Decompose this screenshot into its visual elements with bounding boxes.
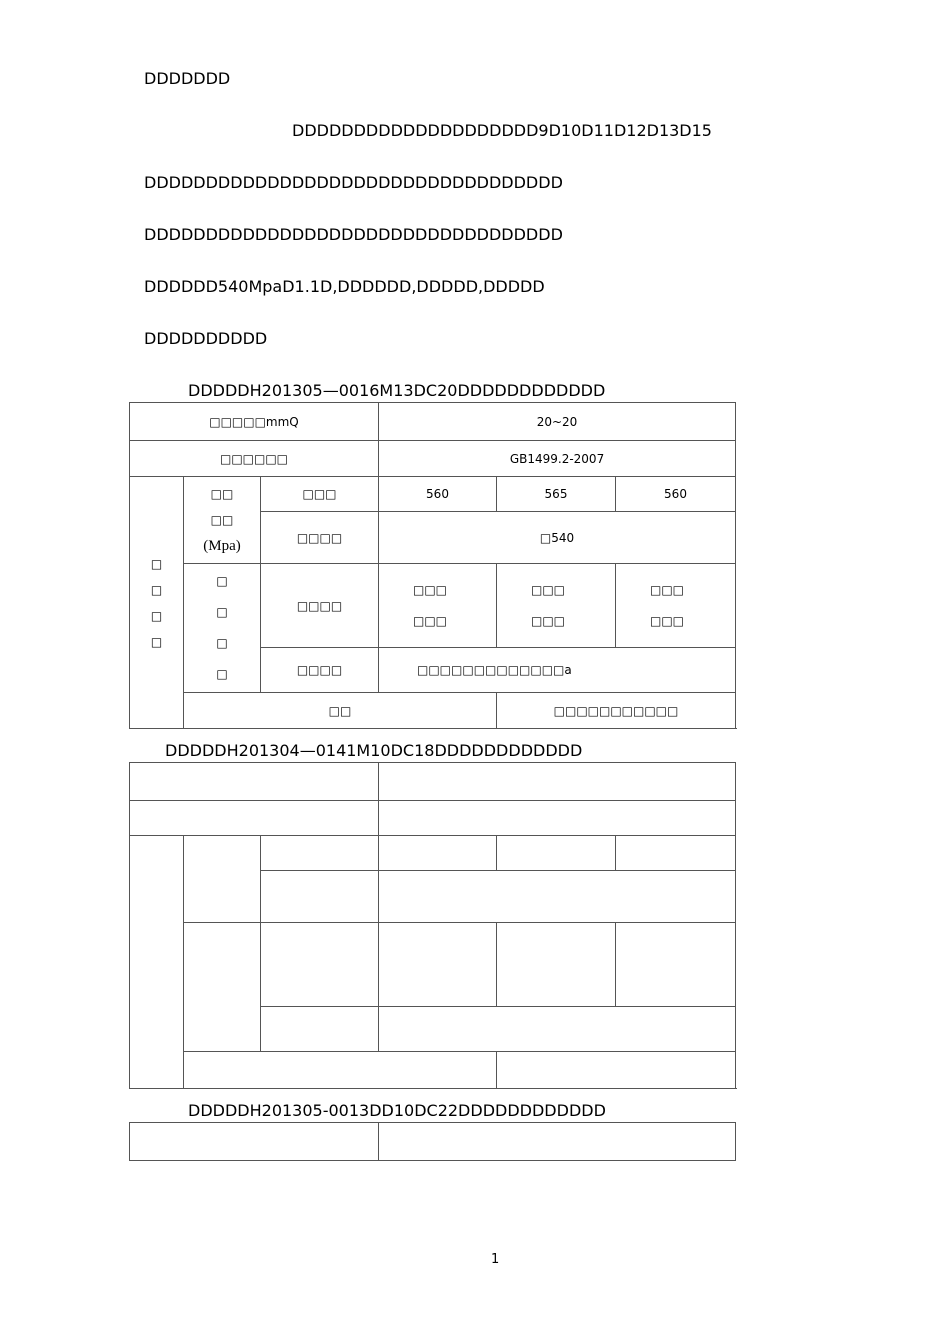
table2-cell [184,1052,497,1089]
table2-cell [184,923,261,1052]
table1-bend-std-value: □□□□□□□□□□□□□a [379,648,736,693]
table1-bend-std-label: □□□□ [261,648,379,693]
table1-standard-value: GB1499.2-2007 [379,441,736,477]
table1-measured-label: □□□ [261,477,379,512]
table1-caption: DDDDDH201305—0016M13DC20DDDDDDDDDDDD [188,381,606,400]
table3-cell [379,1123,736,1161]
paragraph-line-3: DDDDDDDDDDDDDDDDDDDDDDDDDDDDDDDDDD [144,173,563,192]
table3-cell [130,1123,379,1161]
table2-cell [497,1052,736,1089]
table1-strength-label: □□ □□ (Mpa) [184,477,261,564]
table2-caption: DDDDDH201304—0141M10DC18DDDDDDDDDDDD [165,741,583,760]
paragraph-line-5: DDDDDD540MpaD1.1D,DDDDDD,DDDDD,DDDDD [144,277,545,296]
table2-cell [379,836,497,871]
table2-cell [497,836,616,871]
paragraph-line-6: DDDDDDDDDD [144,329,268,348]
table1-bend-result-3: □□□ □□□ [616,564,736,648]
table3-caption: DDDDDH201305-0013DD10DC22DDDDDDDDDDDD [188,1101,606,1120]
table2-cell [379,801,736,836]
page-number: 1 [491,1252,500,1267]
table2-cell [261,871,379,923]
paragraph-line-4: DDDDDDDDDDDDDDDDDDDDDDDDDDDDDDDDDD [144,225,563,244]
table2-cell [379,923,497,1007]
table1-standard-label: □□□□□□ [130,441,379,477]
table1-bend-result-2: □□□ □□□ [497,564,616,648]
table1-required-label: □□□□ [261,512,379,564]
table2-cell [261,923,379,1007]
table1-measured-value-2: 565 [497,477,616,512]
table1-size-label: □□□□□mmQ [130,403,379,441]
table1-conclusion-value: □□□□□□□□□□□ [497,693,736,729]
table2-cell [261,836,379,871]
table1-required-value: □540 [379,512,736,564]
table1-bend-result-1: □□□ □□□ [379,564,497,648]
paragraph-line-2: DDDDDDDDDDDDDDDDDDDD9D10D11D12D13D15 [292,121,712,140]
paragraph-line-1: DDDDDDD [144,69,231,88]
table1-size-value: 20~20 [379,403,736,441]
table2-cell [379,871,736,923]
table1-measured-value-3: 560 [616,477,736,512]
table2-cell [261,1007,379,1052]
table2 [129,762,736,1089]
table2-cell [616,836,736,871]
table2-cell [616,923,736,1007]
table2-cell [184,836,261,923]
table1-bend-result-label: □□□□ [261,564,379,648]
table3 [129,1122,736,1161]
table1-bend-label: □ □ □ □ [184,564,261,693]
table1-conclusion-label: □□ [184,693,497,729]
table2-cell [379,763,736,801]
table2-cell [130,801,379,836]
table2-cell [130,836,184,1089]
table2-cell [379,1007,736,1052]
table2-cell [130,763,379,801]
table1-group-label: □ □ □ □ [130,477,184,729]
table2-cell [497,923,616,1007]
table1 [129,402,736,729]
table1-measured-value-1: 560 [379,477,497,512]
